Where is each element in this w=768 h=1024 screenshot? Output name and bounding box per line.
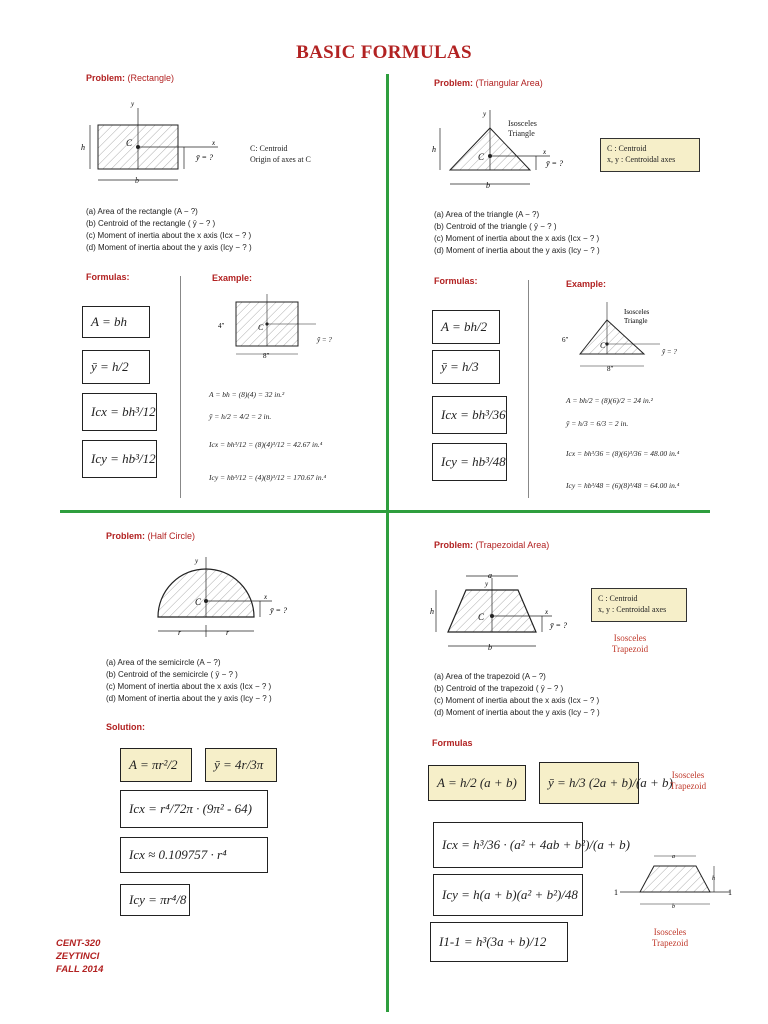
svg-text:b: b	[488, 643, 492, 652]
rect-centroid-note: C: Centroid Origin of axes at C	[250, 144, 311, 164]
svg-text:y: y	[131, 100, 135, 108]
svg-text:ȳ = ?: ȳ = ?	[662, 348, 677, 356]
svg-text:r: r	[178, 628, 182, 637]
svg-text:x: x	[212, 139, 216, 147]
rect-example-area: A = bh = (8)(4) = 32 in.²	[209, 390, 285, 399]
rectangle-figure	[78, 100, 228, 190]
svg-text:y: y	[195, 557, 199, 565]
rect-formulas-heading: Formulas:	[86, 272, 130, 282]
svg-text:1: 1	[728, 888, 732, 897]
svg-text:a: a	[488, 571, 492, 580]
svg-text:ȳ = ?: ȳ = ?	[550, 621, 567, 630]
svg-text:ȳ = ?: ȳ = ?	[546, 159, 563, 168]
rect-formula-area: A = bh	[82, 306, 150, 338]
tri-questions: (a) Area of the triangle (A − ?) (b) Centroid of the triangle ( ȳ − ? ) (c) Moment of inertia about the x axis (Icx − ? ) (d) Moment of inertia about the y axis (Icy − ? )	[434, 210, 600, 255]
trapezoid-questions: (a) Area of the trapezoid (A − ?) (b) Centroid of the trapezoid ( ȳ − ? ) (c) Moment of inertia about the x axis (Icx − ? ) (d) Moment of inertia about the y axis (Icy − ? )	[434, 672, 600, 717]
svg-text:h: h	[712, 876, 715, 882]
tri-example-centroid: ȳ = h/3 = 6/3 = 2 in.	[566, 419, 629, 428]
svg-text:4″: 4″	[218, 322, 225, 330]
trapezoid-formula-icx: Icx = h³/36 · (a² + 4ab + b²)/(a + b)	[433, 822, 583, 868]
rect-example-icx: Icx = bh³/12 = (8)(4)³/12 = 42.67 in.⁴	[209, 440, 323, 449]
tri-formula-icy: Icy = hb³/48	[432, 443, 507, 481]
tri-problem-heading: Problem: (Triangular Area)	[434, 78, 543, 88]
rect-example-icy: Icy = hb³/12 = (4)(8)³/12 = 170.67 in.⁴	[209, 473, 327, 482]
tri-example-area: A = bh/2 = (8)(6)/2 = 24 in.²	[566, 396, 653, 405]
svg-text:y: y	[485, 580, 489, 588]
trapezoid-note-2: Isosceles Trapezoid	[669, 770, 707, 791]
svg-text:6″: 6″	[562, 336, 569, 344]
tri-figure-label: Isosceles Triangle	[508, 119, 537, 138]
semicircle-formula-icy: Icy = πr⁴/8	[120, 884, 190, 916]
svg-text:C: C	[478, 152, 485, 162]
trapezoid-note-1: Isosceles Trapezoid	[611, 633, 649, 654]
svg-text:y: y	[483, 110, 487, 118]
tri-formula-icx: Icx = bh³/36	[432, 396, 507, 434]
horizontal-divider	[60, 510, 710, 513]
semicircle-formula-icx: Icx = r⁴/72π · (9π² - 64)	[120, 790, 268, 828]
semicircle-formula-icx-approx: Icx ≈ 0.109757 · r⁴	[120, 837, 268, 873]
rect-example-heading: Example:	[212, 273, 253, 283]
tri-legend: C : Centroid x, y : Centroidal axes	[600, 138, 700, 172]
rect-example-centroid: ȳ = h/2 = 4/2 = 2 in.	[209, 412, 272, 421]
trapezoid-small-figure	[610, 848, 740, 913]
semicircle-questions: (a) Area of the semicircle (A − ?) (b) Centroid of the semicircle ( ȳ − ? ) (c) Moment of inertia about the x axis (Icx − ? ) (d) Moment of inertia about the y axis (Icy − ? )	[106, 658, 272, 703]
svg-text:x: x	[545, 608, 549, 616]
svg-text:b: b	[672, 904, 675, 910]
vertical-divider	[386, 74, 389, 1012]
trapezoid-formula-i11: I1-1 = h³(3a + b)/12	[430, 922, 568, 962]
svg-text:1: 1	[614, 888, 618, 897]
semicircle-problem-heading: Problem: (Half Circle)	[106, 531, 196, 541]
svg-text:b: b	[135, 176, 139, 185]
svg-text:C: C	[600, 341, 606, 350]
svg-text:C: C	[126, 138, 133, 148]
course-footer: CENT-320 ZEYTINCI FALL 2014	[56, 938, 104, 975]
svg-text:x: x	[264, 593, 268, 601]
svg-text:h: h	[432, 145, 436, 154]
rect-formula-icy: Icy = hb³/12	[82, 440, 157, 478]
rect-questions: (a) Area of the rectangle (A − ?) (b) Centroid of the rectangle ( ȳ − ? ) (c) Moment of inertia about the x axis (Icx − ? ) (d) Moment of inertia about the y axis (Icy − ? )	[86, 207, 252, 252]
trapezoid-note-3: Isosceles Trapezoid	[651, 927, 689, 948]
tri-example-icx: Icx = bh³/36 = (8)(6)³/36 = 48.00 in.⁴	[566, 449, 680, 458]
tri-example-figure	[560, 298, 690, 376]
svg-text:8″: 8″	[607, 365, 614, 373]
svg-text:x: x	[543, 148, 547, 156]
rect-problem-heading: Problem: (Rectangle)	[86, 73, 175, 83]
trapezoid-legend: C : Centroid x, y : Centroidal axes	[591, 588, 687, 622]
tri-formulas-heading: Formulas:	[434, 276, 478, 286]
trapezoid-formula-icy: Icy = h(a + b)(a² + b²)/48	[433, 874, 583, 916]
semicircle-figure	[146, 555, 306, 645]
svg-text:b: b	[486, 181, 490, 190]
trapezoid-formula-centroid: ȳ = h/3 (2a + b)/(a + b)	[539, 762, 639, 804]
svg-text:ȳ = ?: ȳ = ?	[270, 606, 287, 615]
svg-text:Isosceles: Isosceles	[624, 308, 650, 316]
svg-text:C: C	[258, 323, 264, 332]
tri-formula-centroid: ȳ = h/3	[432, 350, 500, 384]
rect-example-divider	[180, 276, 181, 498]
rect-formula-icx: Icx = bh³/12	[82, 393, 157, 431]
trapezoid-figure	[428, 566, 588, 656]
svg-text:h: h	[430, 607, 434, 616]
page-title: BASIC FORMULAS	[296, 42, 472, 63]
svg-text:ȳ = ?: ȳ = ?	[317, 336, 332, 344]
svg-text:ȳ = ?: ȳ = ?	[196, 153, 213, 162]
trapezoid-formulas-heading: Formulas	[432, 738, 473, 748]
trapezoid-formula-area: A = h/2 (a + b)	[428, 765, 526, 801]
svg-text:r: r	[226, 628, 230, 637]
svg-text:h: h	[81, 143, 85, 152]
tri-formula-area: A = bh/2	[432, 310, 500, 344]
semicircle-solution-heading: Solution:	[106, 722, 145, 732]
rect-example-figure	[218, 292, 348, 362]
tri-example-heading: Example:	[566, 279, 607, 289]
svg-text:8″: 8″	[263, 352, 270, 360]
trapezoid-problem-heading: Problem: (Trapezoidal Area)	[434, 540, 550, 550]
rect-formula-centroid: ȳ = h/2	[82, 350, 150, 384]
svg-text:C: C	[195, 597, 202, 607]
svg-text:a: a	[672, 854, 675, 860]
semicircle-formula-centroid: ȳ = 4r/3π	[205, 748, 277, 782]
tri-example-divider	[528, 280, 529, 498]
tri-example-icy: Icy = hb³/48 = (6)(8)³/48 = 64.00 in.⁴	[566, 481, 680, 490]
semicircle-formula-area: A = πr²/2	[120, 748, 192, 782]
svg-text:C: C	[478, 612, 485, 622]
svg-text:Triangle: Triangle	[624, 317, 648, 325]
